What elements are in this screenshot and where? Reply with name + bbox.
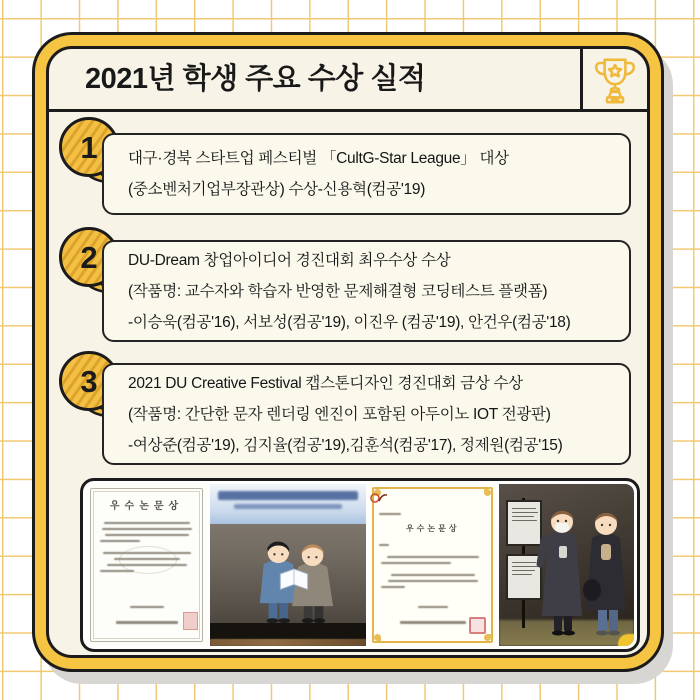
photo-certificate-2	[369, 484, 496, 646]
award-line: 2021 DU Creative Festival 캡스톤디자인 경진대회 금상 수상	[128, 374, 523, 392]
two-people-standing	[530, 494, 634, 636]
photo-award-ceremony	[210, 484, 366, 646]
award-item-2	[102, 240, 631, 342]
banner-text-blur	[218, 491, 358, 500]
gold-ornament	[374, 634, 381, 641]
photo-strip	[80, 478, 640, 652]
trophy-icon	[591, 53, 639, 105]
certificate-title: 우수논문상	[405, 524, 460, 533]
award-card	[46, 46, 650, 658]
card-header	[49, 49, 647, 112]
certificate-body-text	[369, 556, 496, 564]
stage-edge	[210, 623, 366, 639]
certificate-recipient	[369, 544, 496, 546]
award-line: 대구·경북 스타트업 페스티벌 「CultG-Star League」 대상	[128, 150, 509, 167]
certificate-detail-text	[86, 552, 207, 572]
award-line: (작품명: 교수자와 학습자 반영한 문제해결형 코딩테스트 플랫폼)	[128, 282, 548, 300]
two-people-holding-certificate	[210, 512, 366, 624]
award-line: -이승욱(컴공'16), 서보성(컴공'19), 이진우 (컴공'19), 안건우(컴공'18)	[128, 313, 571, 331]
photo-two-students	[499, 484, 634, 646]
award-line: DU-Dream 창업아이디어 경진대회 최우수상 수상	[128, 251, 451, 269]
banner-subtext-blur	[234, 504, 342, 509]
stage-floor	[210, 639, 366, 646]
award-item-3	[102, 363, 631, 465]
certificate-title: 우수논문상	[109, 501, 184, 512]
award-item-1	[102, 133, 631, 215]
award-line: (중소벤처기업부장관상) 수상-신용혁(컴공'19)	[128, 181, 426, 198]
certificate-number	[369, 513, 496, 515]
yellow-floor-marking	[618, 634, 634, 646]
award-number: 2	[80, 240, 98, 275]
red-seal	[183, 612, 198, 630]
certificate-date	[369, 602, 496, 612]
person-left	[540, 511, 582, 636]
photo-certificate-1	[86, 484, 207, 646]
award-line: (작품명: 간단한 문자 렌더링 엔진이 포함된 아두이노 IOT 전광판)	[128, 405, 551, 423]
certificate-body-text	[86, 522, 207, 542]
page-title: 2021년 학생 주요 수상 실적	[85, 63, 426, 95]
society-logo	[369, 492, 389, 504]
certificate-paragraph	[369, 574, 496, 588]
award-number: 1	[80, 130, 98, 165]
red-stamp	[469, 617, 486, 634]
award-line: -여상준(컴공'19), 김지율(컴공'19),김훈석(컴공'17), 정제원(컴공'15)	[128, 436, 563, 454]
trophy-cell	[580, 49, 647, 109]
person-right	[583, 513, 626, 636]
certificate-date	[86, 602, 207, 612]
award-number: 3	[80, 364, 98, 399]
